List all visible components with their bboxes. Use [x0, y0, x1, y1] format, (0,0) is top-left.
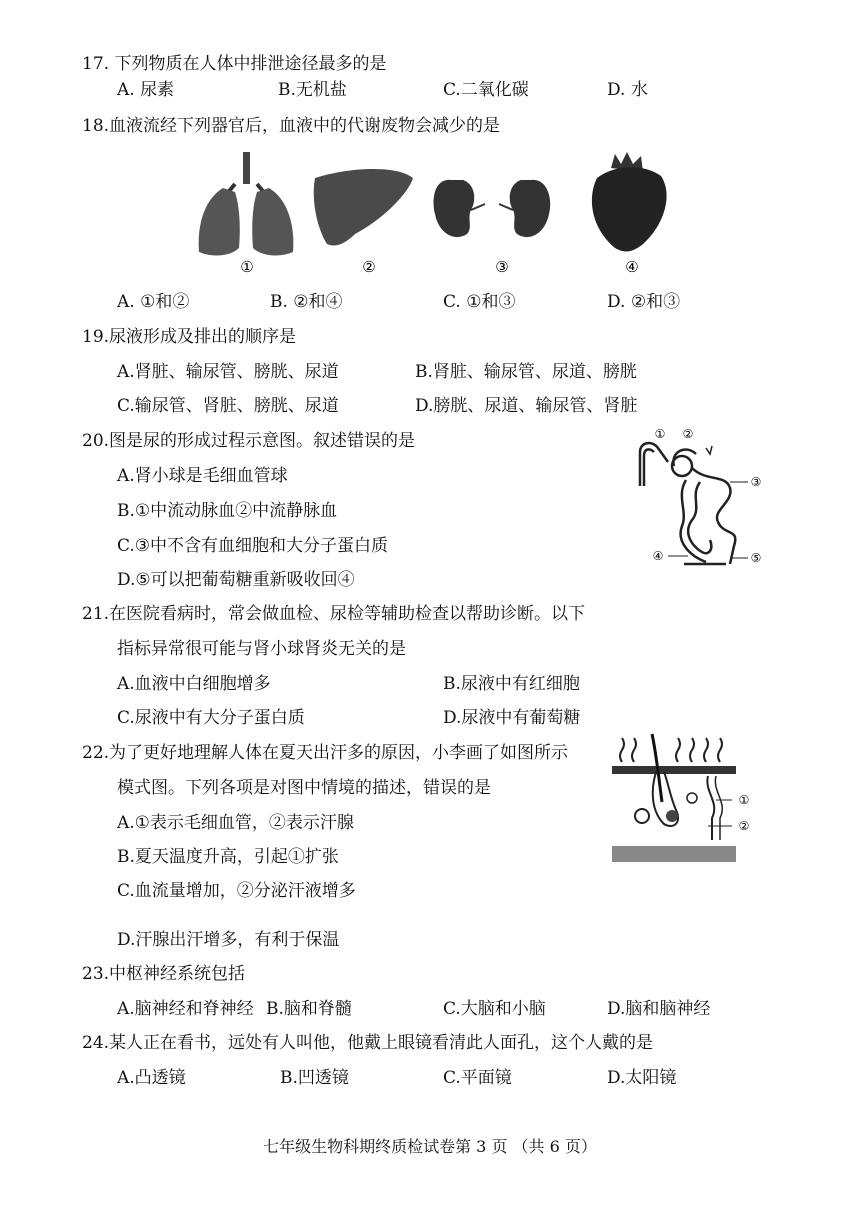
q23-option-b: B.脑和脊髓 [266, 999, 352, 1019]
skin-label-2: ② [738, 819, 750, 833]
page-footer: 七年级生物科期终质检试卷第 3 页 （共 6 页） [263, 1137, 597, 1156]
q18-option-d: D. ②和③ [607, 292, 681, 312]
nephron-label-2: ② [682, 427, 694, 441]
q17-stem: 17. 下列物质在人体中排泄途径最多的是 [82, 54, 387, 74]
skin-sweat-gland-diagram [612, 732, 762, 868]
q18-option-c: C. ①和③ [443, 292, 516, 312]
q17-option-b: B.无机盐 [278, 80, 347, 100]
nephron-label-4: ④ [652, 549, 664, 563]
q17-option-d: D. 水 [607, 80, 648, 100]
q19-option-b: B.肾脏、输尿管、尿道、膀胱 [415, 362, 637, 382]
q22-option-c: C.血流量增加，②分泌汗液增多 [117, 881, 356, 901]
q21-option-d: D.尿液中有葡萄糖 [443, 708, 581, 728]
q22-option-d: D.汗腺出汗增多，有利于保温 [117, 930, 340, 950]
q19-option-d: D.膀胱、尿道、输尿管、肾脏 [415, 396, 638, 416]
nephron-label-5: ⑤ [750, 551, 762, 565]
kidneys-image [434, 180, 551, 237]
q21-option-b: B.尿液中有红细胞 [443, 674, 580, 694]
q21-option-a: A.血液中白细胞增多 [117, 674, 271, 694]
q18-option-b: B. ②和④ [270, 292, 343, 312]
heart-image [592, 152, 667, 251]
q19-option-c: C.输尿管、肾脏、膀胱、尿道 [117, 396, 339, 416]
q24-option-b: B.凹透镜 [280, 1068, 349, 1088]
q23-option-a: A.脑神经和脊神经 [117, 999, 254, 1019]
q20-option-a: A.肾小球是毛细血管球 [117, 466, 288, 486]
q21-stem-line2: 指标异常很可能与肾小球肾炎无关的是 [117, 639, 406, 659]
skin-label-1: ① [738, 793, 750, 807]
q20-stem: 20.图是尿的形成过程示意图。叙述错误的是 [82, 431, 416, 451]
q21-option-c: C.尿液中有大分子蛋白质 [117, 708, 305, 728]
q20-option-d: D.⑤可以把葡萄糖重新吸收回④ [117, 570, 355, 590]
q22-stem-line2: 模式图。下列各项是对图中情境的描述，错误的是 [117, 778, 491, 798]
q24-option-d: D.太阳镜 [607, 1068, 677, 1088]
organ-label-1: ① [240, 258, 254, 276]
q22-option-b: B.夏天温度升高，引起①扩张 [117, 847, 339, 867]
q24-option-c: C.平面镜 [443, 1068, 512, 1088]
organ-label-4: ④ [625, 258, 639, 276]
organ-label-2: ② [362, 258, 376, 276]
nephron-label-1: ① [654, 427, 666, 441]
liver-image [314, 169, 413, 246]
lungs-image [199, 152, 294, 255]
q21-stem-line1: 21.在医院看病时，常会做血检、尿检等辅助检查以帮助诊断。以下 [82, 604, 586, 624]
organ-label-3: ③ [495, 258, 509, 276]
q19-stem: 19.尿液形成及排出的顺序是 [82, 327, 297, 347]
q18-stem: 18.血液流经下列器官后，血液中的代谢废物会减少的是 [82, 116, 501, 136]
nephron-diagram [630, 422, 770, 578]
organ-figures [195, 148, 685, 276]
q24-stem: 24.某人正在看书，远处有人叫他，他戴上眼镜看清此人面孔，这个人戴的是 [82, 1033, 654, 1053]
q18-option-a: A. ①和② [117, 292, 190, 312]
q23-option-c: C.大脑和小脑 [443, 999, 546, 1019]
q23-option-d: D.脑和脑神经 [607, 999, 711, 1019]
q22-stem-line1: 22.为了更好地理解人体在夏天出汗多的原因，小李画了如图所示 [82, 743, 569, 763]
q20-option-b: B.①中流动脉血②中流静脉血 [117, 501, 338, 521]
q19-option-a: A.肾脏、输尿管、膀胱、尿道 [117, 362, 339, 382]
nephron-label-3: ③ [750, 475, 762, 489]
q17-option-a: A. 尿素 [117, 80, 175, 100]
q24-option-a: A.凸透镜 [117, 1068, 186, 1088]
q23-stem: 23.中枢神经系统包括 [82, 964, 246, 984]
q20-option-c: C.③中不含有血细胞和大分子蛋白质 [117, 536, 389, 556]
q22-option-a: A.①表示毛细血管，②表示汗腺 [117, 813, 354, 833]
q17-option-c: C.二氧化碳 [443, 80, 529, 100]
